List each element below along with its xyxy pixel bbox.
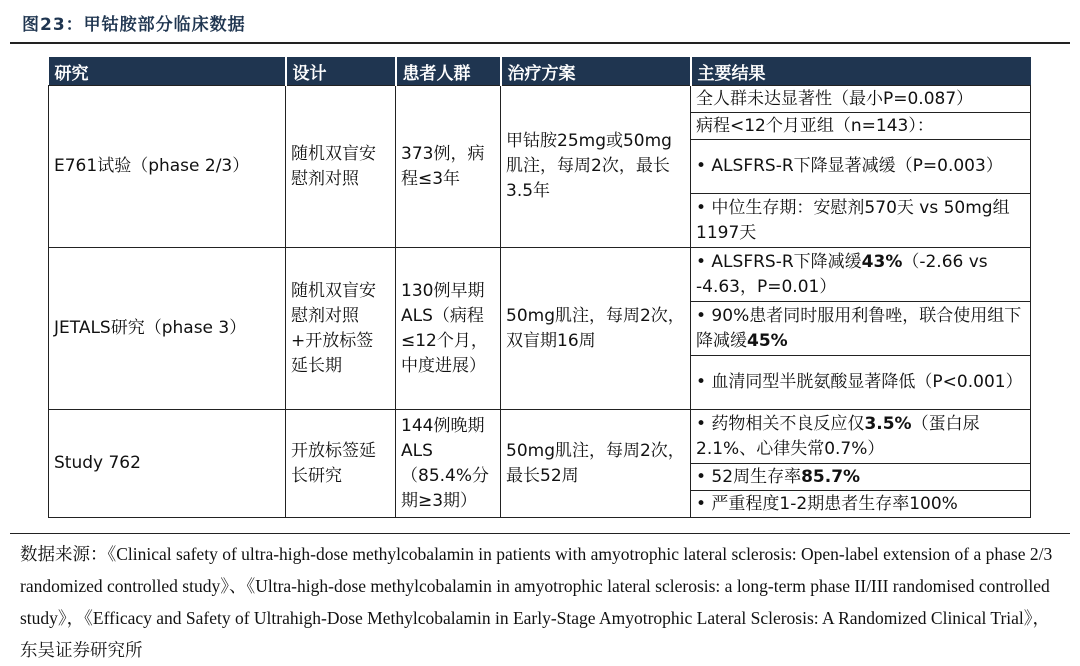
source-divider: [10, 533, 1070, 534]
figure-title: 图23：甲钴胺部分临床数据: [22, 15, 246, 35]
cell-result: • 中位生存期：安慰剂570天 vs 50mg组1197天: [691, 194, 1031, 248]
source-note: 数据来源：《Clinical safety of ultra-high-dose methylcobalamin in patients with amyotrophic lateral sclerosis: Open-label extension of a phase 2/3 randomized controlled study》、《Ultra-high-dose methylcobalamin in amyotrophic lateral sclerosis: a long-term phase II/III randomised controlled study》，《Efficacy and Safety of Ultrahigh-Dose Methylcobalamin in Early-Stage Amyotrophic Lateral Sclerosis: A Randomized Clinical Trial》，东吴证券研究所: [20, 544, 1053, 660]
cell-result: • 血清同型半胱氨酸显著降低（P<0.001）: [691, 356, 1031, 410]
cell-study: Study 762: [49, 410, 286, 518]
table-row: [49, 410, 1031, 464]
cell-regimen: 50mg肌注，每周2次，双盲期16周: [501, 248, 691, 410]
header-results: 主要结果: [691, 57, 1031, 86]
cell-result: • ALSFRS-R下降显著减缓（P=0.003）: [691, 140, 1031, 194]
header-design: 设计: [286, 57, 396, 86]
cell-design: 随机双盲安慰剂对照+开放标签延长期: [286, 248, 396, 410]
cell-result: • ALSFRS-R下降减缓43%（-2.66 vs -4.63，P=0.01）: [691, 248, 1031, 302]
cell-result: • 90%患者同时服用利鲁唑，联合使用组下降减缓45%: [691, 302, 1031, 356]
header-regimen: 治疗方案: [501, 57, 691, 86]
cell-result: • 严重程度1-2期患者生存率100%: [691, 491, 1031, 518]
cell-regimen: 50mg肌注，每周2次，最长52周: [501, 410, 691, 518]
cell-population: 144例晚期ALS（85.4%分期≥3期）: [396, 410, 501, 518]
cell-result: • 52周生存率85.7%: [691, 464, 1031, 491]
cell-study: JETALS研究（phase 3）: [49, 248, 286, 410]
cell-result: 病程<12个月亚组（n=143）：: [691, 113, 1031, 140]
cell-regimen: 甲钴胺25mg或50mg肌注，每周2次，最长3.5年: [501, 86, 691, 248]
clinical-data-table: [48, 57, 1031, 518]
table-row: [49, 86, 1031, 113]
cell-result: 全人群未达显著性（最小P=0.087）: [691, 86, 1031, 113]
cell-study: E761试验（phase 2/3）: [49, 86, 286, 248]
cell-population: 373例，病程≤3年: [396, 86, 501, 248]
header-population: 患者人群: [396, 57, 501, 86]
cell-result: • 药物相关不良反应仅3.5%（蛋白尿2.1%、心律失常0.7%）: [691, 410, 1031, 464]
cell-design: 开放标签延长研究: [286, 410, 396, 518]
header-study: 研究: [49, 57, 286, 86]
table-row: [49, 248, 1031, 302]
title-divider: [10, 42, 1070, 44]
cell-design: 随机双盲安慰剂对照: [286, 86, 396, 248]
cell-population: 130例早期ALS（病程≤12个月，中度进展）: [396, 248, 501, 410]
table-header-row: [49, 57, 1031, 86]
